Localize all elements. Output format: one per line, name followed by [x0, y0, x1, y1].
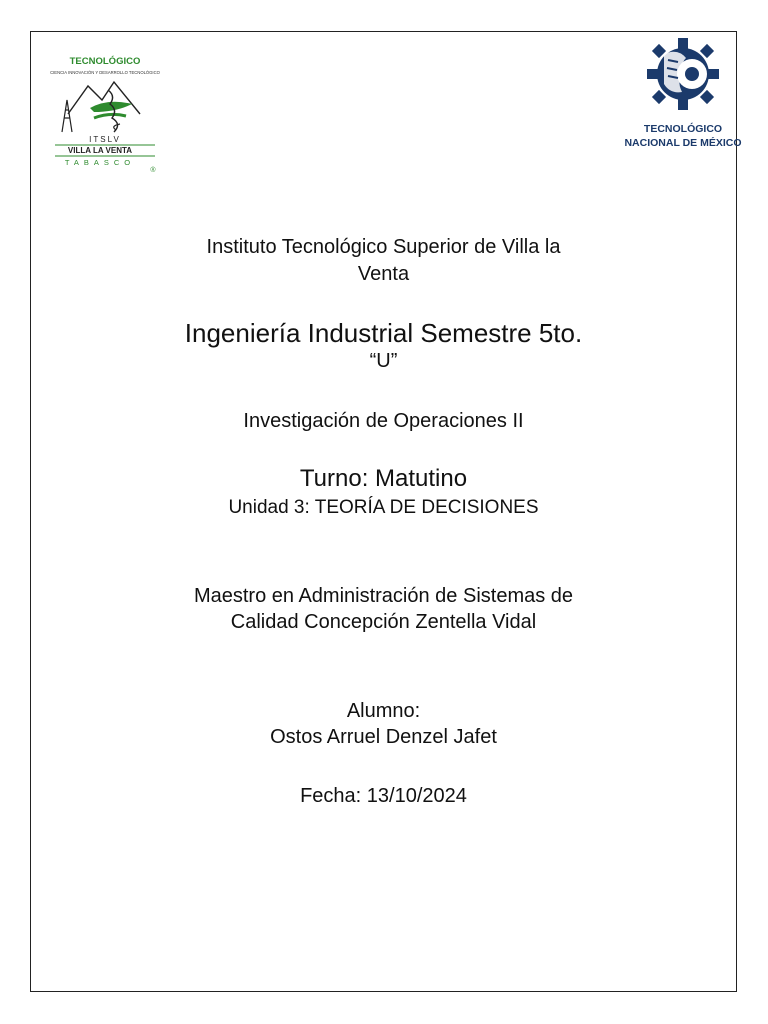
- student-name: Ostos Arruel Denzel Jafet: [270, 726, 497, 748]
- subject-title: Investigación de Operaciones II: [243, 410, 524, 432]
- logo-line1: TECNOLÓGICO: [643, 123, 723, 135]
- logo-top-text: TECNOLÓGICO: [69, 56, 141, 67]
- institution-line1: Instituto Tecnológico Superior de Villa la: [206, 236, 561, 258]
- group-label: “U”: [369, 350, 398, 372]
- shift-label: Turno: Matutino: [299, 465, 468, 492]
- unit-title: Unidad 3: TEORÍA DE DECISIONES: [228, 497, 539, 518]
- institution-line2: Venta: [357, 263, 410, 285]
- logo-state: TABASCO: [64, 158, 136, 167]
- teacher-line1: Maestro en Administración de Sistemas de: [193, 585, 574, 607]
- itslv-logo: [50, 52, 160, 177]
- student-label: Alumno:: [346, 700, 421, 722]
- teacher-line2: Calidad Concepción Zentella Vidal: [230, 611, 537, 633]
- tecnm-logo: [620, 34, 747, 154]
- logo-line2: NACIONAL DE MÉXICO: [624, 137, 742, 149]
- career-title: Ingeniería Industrial Semestre 5to.: [184, 318, 583, 348]
- logo-acronym: ITSLV: [89, 135, 121, 144]
- logo-place: VILLA LA VENTA: [67, 146, 133, 155]
- logo-arc-text: CIENCIA INNOVACIÓN Y DESARROLLO TECNOLÓGICO: [50, 70, 160, 75]
- logo-registered: ®: [150, 167, 156, 174]
- date-label: Fecha: 13/10/2024: [300, 785, 467, 807]
